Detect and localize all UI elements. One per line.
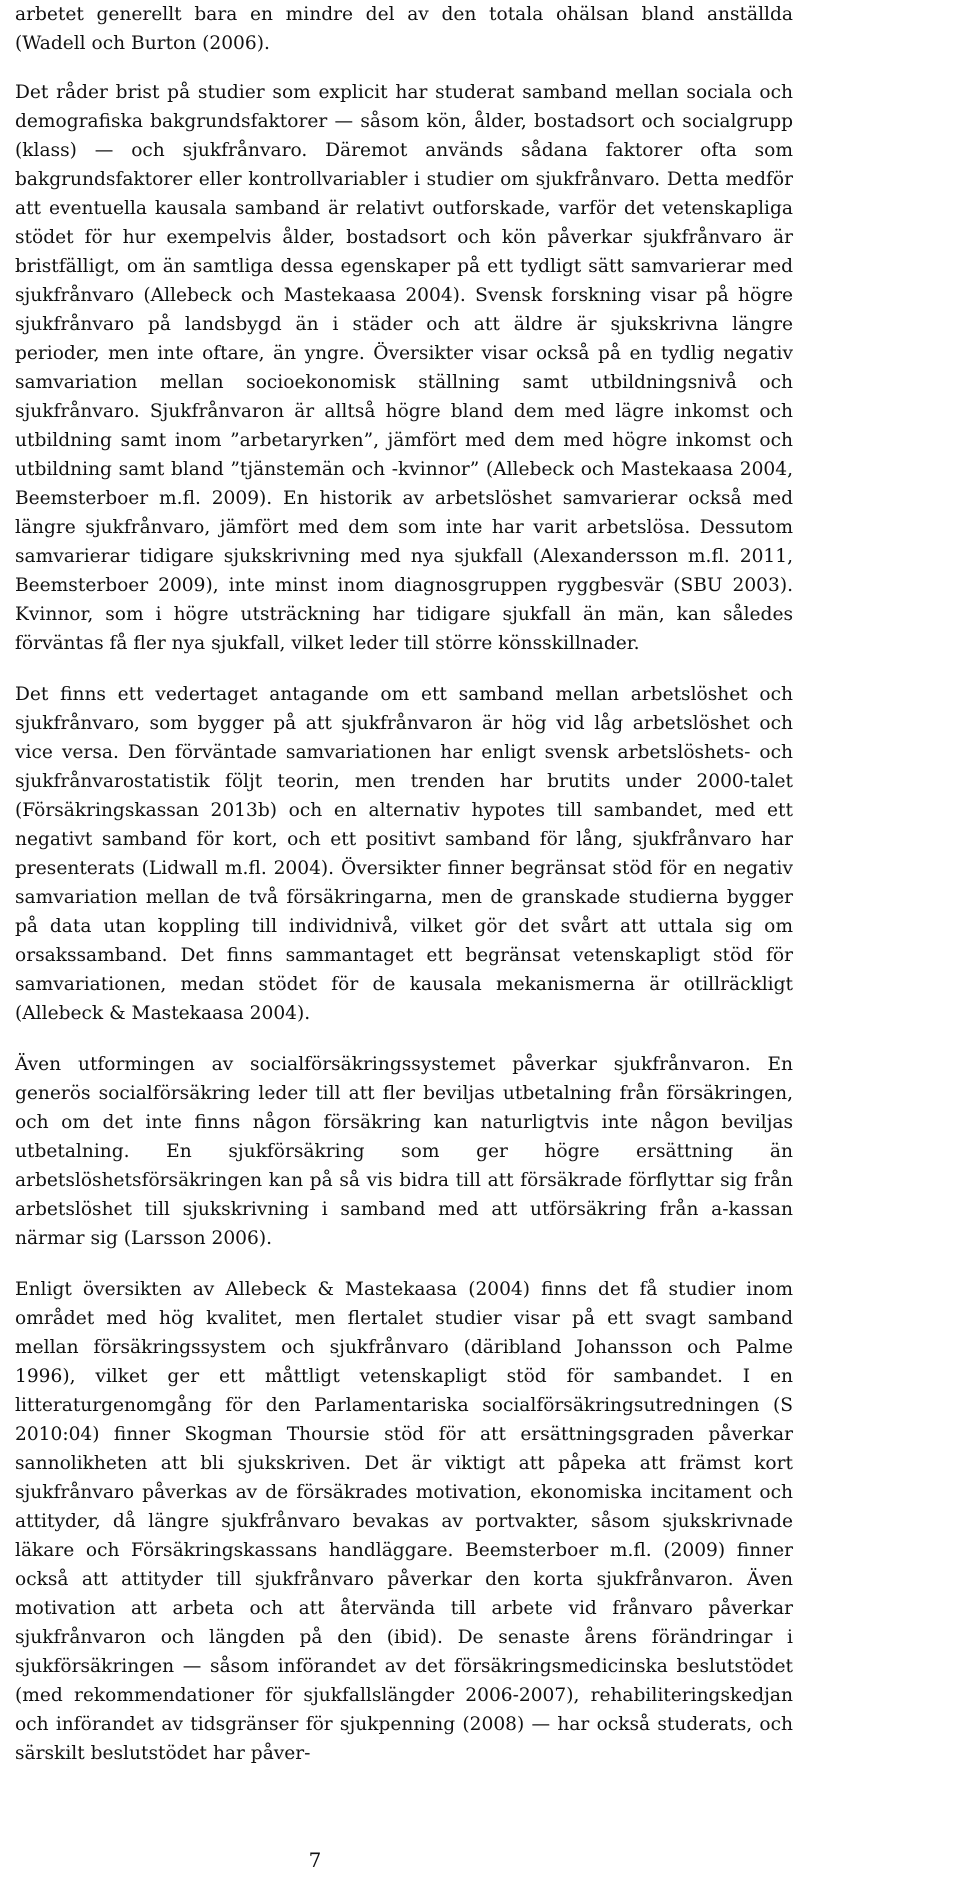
body-text: [15, 0, 793, 1790]
paragraph-insurance-design: Även utformingen av socialförsäkringssystemet påverkar sjukfrånvaron. En generös socialförsäkring leder till att fler beviljas utbetalning från försäkringen, och om det inte finns någon försäkring kan naturligtvis inte någon beviljas utbetalning. En sjukförsäkring som ger högre ersättning än arbetslöshetsförsäkringen kan på så vis bidra till att försäkrade förflyttar sig från arbetslöshet till sjukskrivning i samband med att utförsäkring från a-kassan närmar sig (Larsson 2006).: [15, 1054, 793, 1249]
paragraph-overview: Enligt översikten av Allebeck & Mastekaasa (2004) finns det få studier inom området med hög kvalitet, men flertalet studier visar på ett svagt samband mellan försäkringssystem och sjukfrånvaro (däribland Johansson och Palme 1996), vilket ger ett måttligt vetenskapligt stöd för sambandet. I en litteraturgenomgång för den Parlamentariska socialförsäkringsutredningen (S 2010:04) finner Skogman Thoursie stöd för att ersättningsgraden påverkar sannolikheten att bli sjukskriven. Det är viktigt att påpeka att främst kort sjukfrånvaro påverkas av de försäkrades motivation, ekonomiska incitament och attityder, då längre sjukfrånvaro bevakas av portvakter, såsom sjukskrivnade läkare och Försäkringskassans handläggare. Beemsterboer m.fl. (2009) finner också att attityder till sjukfrånvaro påverkar den korta sjukfrånvaron. Även motivation att arbeta och att återvända till arbete vid frånvaro påverkar sjukfrånvaron och längden på den (ibid). De senaste årens förändringar i sjukförsäkringen — såsom införandet av det försäkringsmedicinska beslutstödet (med rekommendationer för sjukfallslängder 2006-2007), rehabiliteringskedjan och införandet av tidsgränser för sjukpenning (2008) — har också studerats, och särskilt beslutstödet har påver-: [15, 1279, 793, 1764]
paragraph-continuation: arbetet generellt bara en mindre del av den totala ohälsan bland anställda (Wadell och Burton (2006).: [15, 4, 793, 54]
paragraph-unemployment: Det finns ett vedertaget antagande om ett samband mellan arbetslöshet och sjukfrånvaro, som bygger på att sjukfrånvaron är hög vid låg arbetslöshet och vice versa. Den förväntade samvariationen har enligt svensk arbetslöshets- och sjukfrånvarostatistik följt teorin, men trenden har brutits under 2000-talet (Försäkringskassan 2013b) och en alternativ hypotes till sambandet, med ett negativt samband för kort, och ett positivt samband för lång, sjukfrånvaro har presenterats (Lidwall m.fl. 2004). Översikter finner begränsat stöd för en negativ samvariation mellan de två försäkringarna, men de granskade studierna bygger på data utan koppling till individnivå, vilket gör det svårt att uttala sig om orsakssamband. Det finns sammantaget ett begränsat vetenskapligt stöd för samvariationen, medan stödet för de kausala mekanismerna är otillräckligt (Allebeck & Mastekaasa 2004).: [15, 684, 793, 1024]
paragraph-background-factors: Det råder brist på studier som explicit har studerat samband mellan sociala och demografiska bakgrundsfaktorer — såsom kön, ålder, bostadsort och socialgrupp (klass) — och sjukfrånvaro. Däremot används sådana faktorer ofta som bakgrundsfaktorer eller kontrollvariabler i studier om sjukfrånvaro. Detta medför att eventuella kausala samband är relativt outforskade, varför det vetenskapliga stödet för hur exempelvis ålder, bostadsort och kön påverkar sjukfrånvaro är bristfälligt, om än samtliga dessa egenskaper på ett tydligt sätt samvarierar med sjukfrånvaro (Allebeck och Mastekaasa 2004). Svensk forskning visar på högre sjukfrånvaro på landsbygd än i städer och att äldre är sjukskrivna längre perioder, men inte oftare, än yngre. Översikter visar också på en tydlig negativ samvariation mellan socioekonomisk ställning samt utbildningsnivå och sjukfrånvaro. Sjukfrånvaron är alltså högre bland dem med lägre inkomst och utbildning samt inom ”arbetaryrken”, jämfört med dem med högre inkomst och utbildning samt bland ”tjänstemän och -kvinnor” (Allebeck och Mastekaasa 2004, Beemsterboer m.fl. 2009). En historik av arbetslöshet samvarierar också med längre sjukfrånvaro, jämfört med dem som inte har varit arbetslösa. Dessutom samvarierar tidigare sjukskrivning med nya sjukfall (Alexandersson m.fl. 2011, Beemsterboer 2009), inte minst inom diagnosgruppen ryggbesvär (SBU 2003). Kvinnor, som i högre utsträckning har tidigare sjukfall än män, kan således förväntas få fler nya sjukfall, vilket leder till större könsskillnader.: [15, 82, 793, 654]
page-number: 7: [308, 1848, 322, 1872]
